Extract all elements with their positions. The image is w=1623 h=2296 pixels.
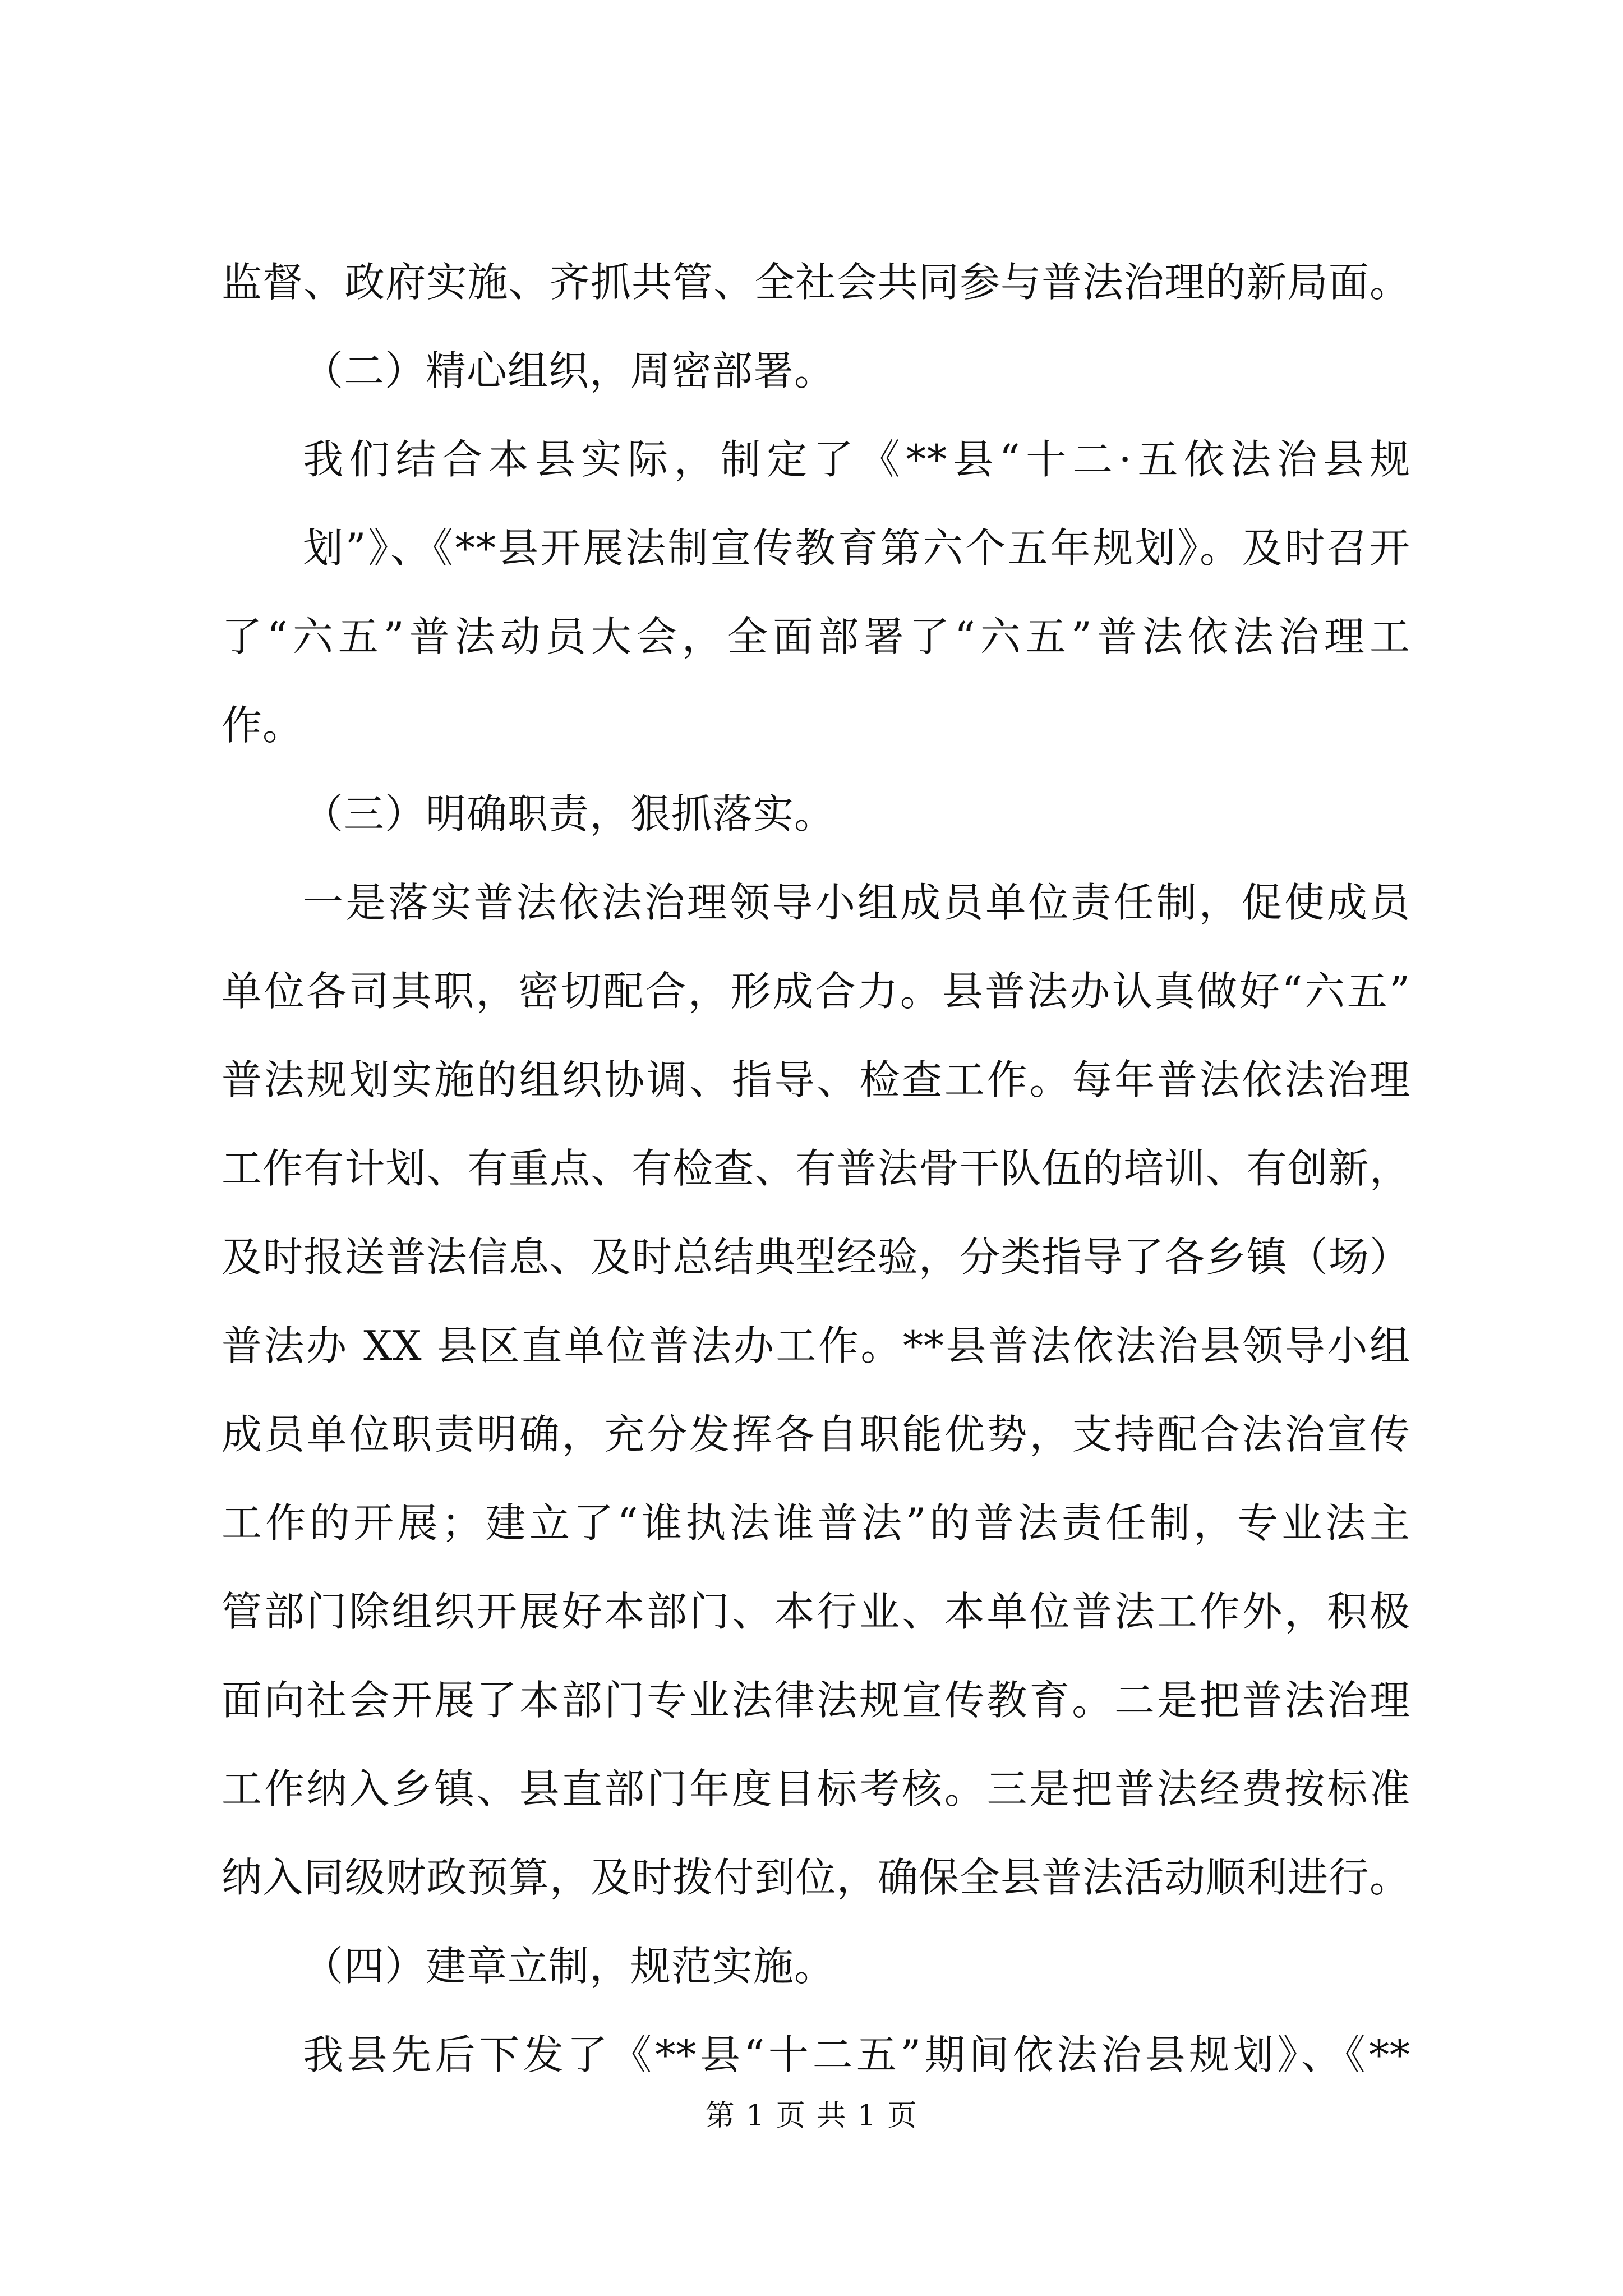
text-line-17: 面向社会开展了本部门专业法律法规宣传教育。二是把普法治理 — [222, 1677, 1410, 1724]
page-number-footer: 第 1 页 共 1 页 — [705, 2099, 918, 2133]
text-line-10: 普法规划实施的组织协调、指导、检查工作。每年普法依法治理 — [222, 1056, 1410, 1103]
text-line-19: 纳入同级财政预算，及时拨付到位，确保全县普法活动顺利进行。 — [222, 1854, 1410, 1901]
text-line-12: 及时报送普法信息、及时总结典型经验，分类指导了各乡镇（场） — [222, 1234, 1410, 1281]
text-line-15: 工作的开展；建立了“谁执法谁普法”的普法责任制，专业法主 — [222, 1499, 1410, 1547]
text-line-21: 我县先后下发了《**县“十二五”期间依法治县规划》、《** — [303, 2031, 1410, 2078]
text-line-3: 我们结合本县实际，制定了《**县“十二·五依法治县规 — [303, 436, 1410, 483]
text-line-6: 作。 — [222, 702, 304, 749]
text-line-8: 一是落实普法依法治理领导小组成员单位责任制，促使成员 — [303, 879, 1410, 926]
text-line-5: 了“六五”普法动员大会，全面部署了“六五”普法依法治理工 — [222, 613, 1410, 660]
text-line-11: 工作有计划、有重点、有检查、有普法骨干队伍的培训、有创新， — [222, 1145, 1410, 1192]
text-line-9: 单位各司其职，密切配合，形成合力。县普法办认真做好“六五” — [222, 968, 1410, 1015]
text-line-14: 成员单位职责明确，充分发挥各自职能优势，支持配合法治宣传 — [222, 1411, 1410, 1458]
section-heading-2: （二）精心组织，周密部署。 — [303, 347, 836, 394]
text-line-13: 普法办 XX 县区直单位普法办工作。**县普法依法治县领导小组 — [222, 1322, 1410, 1369]
section-heading-4: （四）建章立制，规范实施。 — [303, 1943, 836, 1990]
section-heading-3: （三）明确职责，狠抓落实。 — [303, 790, 836, 838]
text-line-18: 工作纳入乡镇、县直部门年度目标考核。三是把普法经费按标准 — [222, 1765, 1410, 1812]
text-line-16: 管部门除组织开展好本部门、本行业、本单位普法工作外，积极 — [222, 1588, 1410, 1635]
text-line-1: 监督、政府实施、齐抓共管、全社会共同参与普法治理的新局面。 — [222, 259, 1410, 306]
text-line-4: 划”》、《**县开展法制宣传教育第六个五年规划》。及时召开 — [303, 524, 1410, 572]
